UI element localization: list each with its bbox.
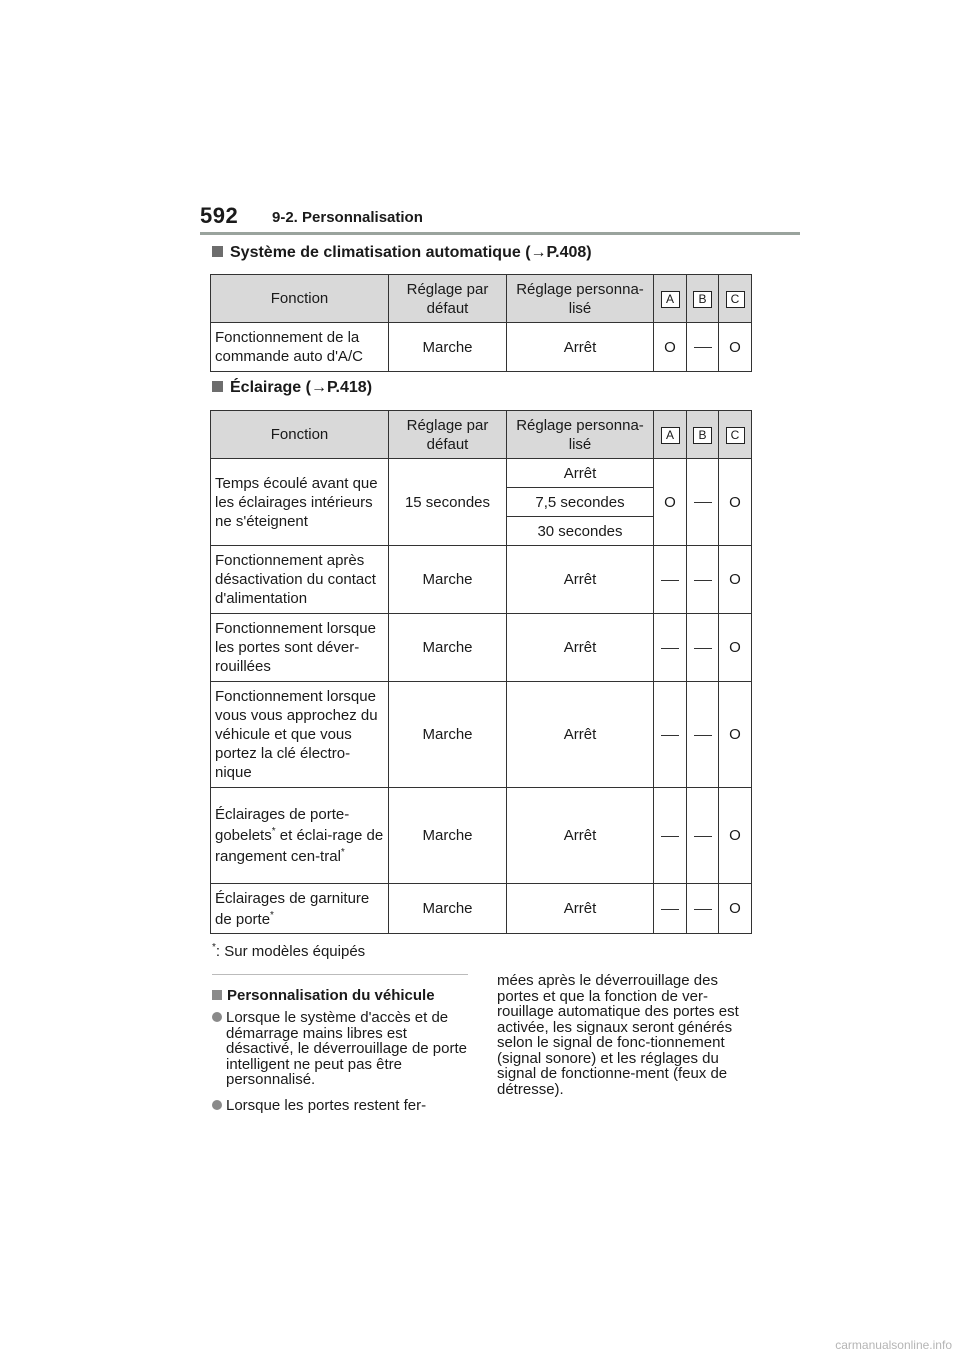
cell-perso: Arrêt: [507, 323, 654, 372]
square-bullet-icon: [212, 246, 223, 257]
page-reference-link[interactable]: →P.418): [310, 379, 373, 396]
cell-b: [687, 546, 719, 614]
heading-text: Système de climatisation automatique (: [230, 244, 531, 261]
table-header-row: [211, 275, 752, 323]
cell-a: [654, 788, 687, 884]
cell-perso-option: 7,5 secondes: [507, 488, 654, 517]
cell-fonction: Fonctionnement lorsque vous vous approchez du véhicule et que vous portez la clé électro-nique: [211, 682, 389, 788]
cell-c: O: [719, 682, 752, 788]
table-row: [211, 884, 752, 934]
dash-mark: [694, 735, 712, 736]
square-bullet-icon: [212, 990, 222, 1000]
dash-mark: [661, 580, 679, 581]
cell-defaut: Marche: [389, 884, 507, 934]
column-header-b: B: [687, 275, 719, 323]
column-header-b: B: [687, 411, 719, 459]
cell-fonction: Fonctionnement de la commande auto d'A/C: [211, 323, 389, 372]
square-bullet-icon: [212, 381, 223, 392]
cell-a: [654, 884, 687, 934]
dash-mark: [694, 347, 712, 348]
cell-perso: Arrêt: [507, 682, 654, 788]
cell-c: O: [719, 459, 752, 546]
dash-mark: [661, 836, 679, 837]
cell-perso: Arrêt: [507, 614, 654, 682]
cell-perso: Arrêt: [507, 884, 654, 934]
cell-defaut: Marche: [389, 546, 507, 614]
circle-bullet-icon: [212, 1012, 222, 1022]
section-heading-eclairage: [212, 379, 372, 397]
dash-mark: [661, 909, 679, 910]
table-row: [211, 788, 752, 884]
column-header-c: C: [719, 411, 752, 459]
column-header-fonction: Fonction: [211, 275, 389, 323]
cell-perso-option: Arrêt: [507, 459, 654, 488]
header-divider: [200, 232, 800, 235]
notes-column-2: mées après le déverrouillage des portes et que la fonction de ver-rouillage automatique des portes est activée, les signaux seront générés selon le signal de fonc-tionnement (signal sonore) et les réglages du signal de fonctionne-ment (feux de détresse).: [497, 972, 739, 1098]
watermark: carmanualsonline.info: [835, 1338, 952, 1352]
cell-c: O: [719, 546, 752, 614]
column-header-defaut: Réglage par défaut: [389, 411, 507, 459]
column-header-defaut: Réglage par défaut: [389, 275, 507, 323]
table-row: [211, 323, 752, 372]
list-item: Lorsque le système d'accès et de démarrage mains libres est désactivé, le déverrouillage de porte intelligent ne peut pas être personnalisé.: [212, 1010, 467, 1088]
cell-c: O: [719, 788, 752, 884]
cell-perso: Arrêt: [507, 788, 654, 884]
dash-mark: [694, 909, 712, 910]
cell-b: [687, 884, 719, 934]
dash-mark: [694, 580, 712, 581]
section-title: 9-2. Personnalisation: [272, 209, 423, 226]
cell-fonction: Fonctionnement lorsque les portes sont déver-rouillées: [211, 614, 389, 682]
circle-bullet-icon: [212, 1100, 222, 1110]
table-header-row: [211, 411, 752, 459]
column-header-a: A: [654, 411, 687, 459]
cell-defaut: Marche: [389, 788, 507, 884]
notes-divider: [212, 974, 468, 975]
page-number: 592: [200, 203, 239, 228]
cell-c: O: [719, 614, 752, 682]
table-row: [211, 682, 752, 788]
cell-fonction: Fonctionnement après désactivation du contact d'alimentation: [211, 546, 389, 614]
table-row: [211, 614, 752, 682]
dash-mark: [694, 502, 712, 503]
cell-a: [654, 546, 687, 614]
cell-a: O: [654, 459, 687, 546]
column-header-a: A: [654, 275, 687, 323]
cell-c: O: [719, 323, 752, 372]
table-row: [211, 459, 752, 488]
cell-fonction: Temps écoulé avant que les éclairages intérieurs ne s'éteignent: [211, 459, 389, 546]
table-row: [211, 546, 752, 614]
heading-text: Éclairage (: [230, 379, 311, 396]
column-header-perso: Réglage personna-lisé: [507, 411, 654, 459]
cell-perso: Arrêt: [507, 546, 654, 614]
cell-fonction: Éclairages de porte-gobelets* et éclai-rage de rangement cen-tral*: [211, 788, 389, 884]
cell-b: [687, 459, 719, 546]
page-reference-link[interactable]: →P.408): [530, 244, 592, 261]
section-heading-climatisation: [212, 244, 592, 262]
column-header-c: C: [719, 275, 752, 323]
cell-a: O: [654, 323, 687, 372]
column-header-perso: Réglage personna-lisé: [507, 275, 654, 323]
dash-mark: [694, 836, 712, 837]
eclairage-table: [210, 410, 752, 934]
column-header-fonction: Fonction: [211, 411, 389, 459]
cell-perso-option: 30 secondes: [507, 517, 654, 546]
list-item: Lorsque les portes restent fer-: [212, 1098, 467, 1114]
dash-mark: [661, 735, 679, 736]
dash-mark: [661, 648, 679, 649]
cell-defaut: 15 secondes: [389, 459, 507, 546]
cell-b: [687, 682, 719, 788]
cell-a: [654, 614, 687, 682]
cell-defaut: Marche: [389, 323, 507, 372]
cell-defaut: Marche: [389, 682, 507, 788]
cell-fonction: Éclairages de garniture de porte*: [211, 884, 389, 934]
cell-c: O: [719, 884, 752, 934]
dash-mark: [694, 648, 712, 649]
cell-b: [687, 323, 719, 372]
cell-defaut: Marche: [389, 614, 507, 682]
notes-title: Personnalisation du véhicule: [212, 987, 435, 1004]
cell-a: [654, 682, 687, 788]
footnote: *: Sur modèles équipés: [212, 942, 366, 960]
cell-b: [687, 788, 719, 884]
climatisation-table: [210, 274, 752, 372]
cell-b: [687, 614, 719, 682]
